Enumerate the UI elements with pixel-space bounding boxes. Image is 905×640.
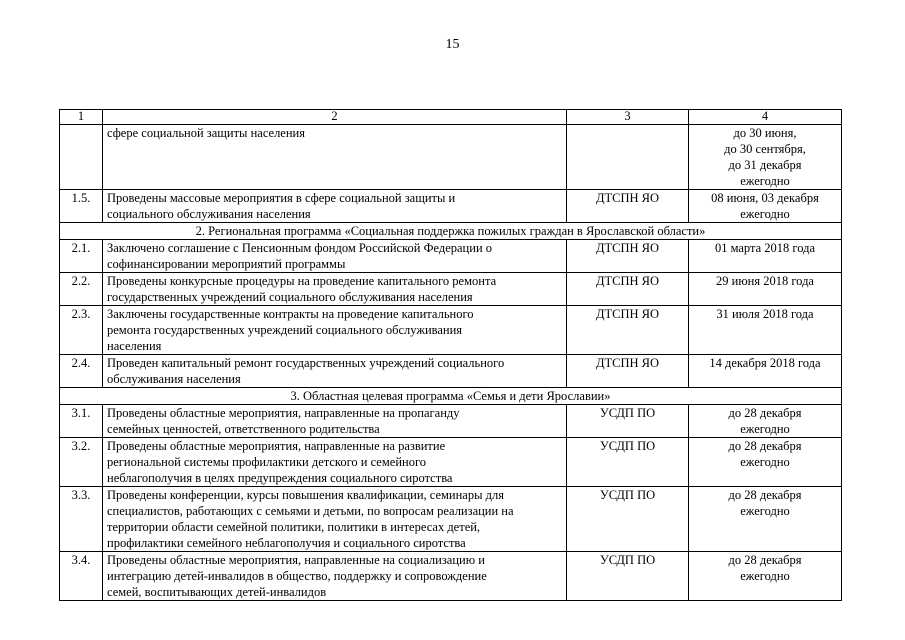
item-description — [103, 355, 567, 388]
item-description — [103, 405, 567, 438]
section-row — [60, 223, 842, 240]
item-number: 3.3. — [60, 487, 103, 552]
item-number — [60, 125, 103, 190]
responsible-party: УСДП ПО — [567, 405, 689, 438]
deadline — [689, 190, 842, 223]
item-number: 2.3. — [60, 306, 103, 355]
page-number: 15 — [445, 37, 460, 52]
item-description — [103, 306, 567, 355]
description-line: обслуживания населения — [107, 372, 241, 386]
description-line: неблагополучия в целях предупреждения социального сиротства — [107, 471, 453, 485]
deadline — [689, 438, 842, 487]
description-line: софинансировании мероприятий программы — [107, 257, 346, 271]
description-line: Проведены областные мероприятия, направленные на развитие — [107, 439, 446, 453]
item-number: 2.2. — [60, 273, 103, 306]
header-col-2: 2 — [103, 110, 567, 125]
header-col-1: 1 — [60, 110, 103, 125]
description-line: интеграцию детей-инвалидов в общество, поддержку и сопровождение — [107, 569, 487, 583]
item-number: 3.2. — [60, 438, 103, 487]
item-description — [103, 190, 567, 223]
deadline-line: до 30 июня, — [733, 126, 797, 140]
deadline — [689, 487, 842, 552]
item-number: 3.1. — [60, 405, 103, 438]
responsible-party: ДТСПН ЯО — [567, 273, 689, 306]
deadline — [689, 273, 842, 306]
table-row — [60, 487, 842, 552]
item-description — [103, 438, 567, 487]
item-description — [103, 487, 567, 552]
deadline-line: ежегодно — [740, 504, 790, 518]
deadline-line: до 28 декабря — [728, 439, 802, 453]
deadline-line: до 28 декабря — [728, 406, 802, 420]
responsible-party: ДТСПН ЯО — [567, 190, 689, 223]
table-row — [60, 190, 842, 223]
item-description — [103, 125, 567, 190]
plan-table — [59, 109, 842, 601]
deadline-line: 01 марта 2018 года — [714, 241, 816, 255]
section-title: 2. Региональная программа «Социальная поддержка пожилых граждан в Ярославской области» — [60, 223, 842, 240]
responsible-party: УСДП ПО — [567, 438, 689, 487]
deadline-line: до 30 сентября, — [724, 142, 806, 156]
item-description — [103, 552, 567, 601]
description-line: населения — [107, 339, 162, 353]
description-line: сфере социальной защиты населения — [107, 126, 305, 140]
deadline-line: 29 июня 2018 года — [716, 274, 814, 288]
header-col-4: 4 — [689, 110, 842, 125]
responsible-party: ДТСПН ЯО — [567, 240, 689, 273]
deadline-line: ежегодно — [740, 455, 790, 469]
deadline — [689, 552, 842, 601]
section-title: 3. Областная целевая программа «Семья и дети Ярославии» — [60, 388, 842, 405]
description-line: специалистов, работающих с семьями и детьми, по вопросам реализации на — [107, 504, 514, 518]
deadline-line: 14 декабря 2018 года — [709, 356, 821, 370]
responsible-party: УСДП ПО — [567, 487, 689, 552]
description-line: государственных учреждений социального обслуживания населения — [107, 290, 473, 304]
responsible-party: ДТСПН ЯО — [567, 306, 689, 355]
table-row — [60, 125, 842, 190]
deadline-line: 31 июля 2018 года — [716, 307, 814, 321]
deadline-line: до 28 декабря — [728, 488, 802, 502]
deadline-line: до 31 декабря — [728, 158, 802, 172]
description-line: Проведены конференции, курсы повышения квалификации, семинары для — [107, 488, 504, 502]
description-line: семейных ценностей, ответственного родительства — [107, 422, 380, 436]
description-line: семей, воспитывающих детей-инвалидов — [107, 585, 327, 599]
responsible-party: ДТСПН ЯО — [567, 355, 689, 388]
table-header-row — [60, 110, 842, 125]
deadline-line: ежегодно — [740, 207, 790, 221]
table-row — [60, 240, 842, 273]
table-row — [60, 552, 842, 601]
deadline — [689, 355, 842, 388]
description-line: Проведены массовые мероприятия в сфере социальной защиты и — [107, 191, 456, 205]
deadline-line: до 28 декабря — [728, 553, 802, 567]
description-line: Проведены областные мероприятия, направленные на социализацию и — [107, 553, 485, 567]
responsible-party — [567, 125, 689, 190]
description-line: Проведены конкурсные процедуры на проведение капитального ремонта — [107, 274, 497, 288]
table-row — [60, 273, 842, 306]
deadline-line: ежегодно — [740, 569, 790, 583]
item-number: 1.5. — [60, 190, 103, 223]
deadline-line: ежегодно — [740, 174, 790, 188]
description-line: Заключены государственные контракты на проведение капитального — [107, 307, 474, 321]
deadline-line: ежегодно — [740, 422, 790, 436]
section-row — [60, 388, 842, 405]
deadline — [689, 240, 842, 273]
description-line: Заключено соглашение с Пенсионным фондом Российской Федерации о — [107, 241, 493, 255]
item-description — [103, 273, 567, 306]
description-line: Проведены областные мероприятия, направленные на пропаганду — [107, 406, 460, 420]
table-row — [60, 355, 842, 388]
description-line: Проведен капитальный ремонт государственных учреждений социального — [107, 356, 505, 370]
item-number: 2.1. — [60, 240, 103, 273]
deadline — [689, 405, 842, 438]
description-line: ремонта государственных учреждений социального обслуживания — [107, 323, 463, 337]
deadline-line: 08 июня, 03 декабря — [711, 191, 819, 205]
description-line: региональной системы профилактики детского и семейного — [107, 455, 427, 469]
description-line: территории области семейной политики, политики в интересах детей, — [107, 520, 481, 534]
item-number: 3.4. — [60, 552, 103, 601]
deadline — [689, 306, 842, 355]
description-line: социального обслуживания населения — [107, 207, 311, 221]
header-col-3: 3 — [567, 110, 689, 125]
item-number: 2.4. — [60, 355, 103, 388]
table-body — [60, 110, 842, 601]
table-row — [60, 306, 842, 355]
responsible-party: УСДП ПО — [567, 552, 689, 601]
deadline — [689, 125, 842, 190]
table-row — [60, 405, 842, 438]
description-line: профилактики семейного неблагополучия и социального сиротства — [107, 536, 466, 550]
table-row — [60, 438, 842, 487]
item-description — [103, 240, 567, 273]
